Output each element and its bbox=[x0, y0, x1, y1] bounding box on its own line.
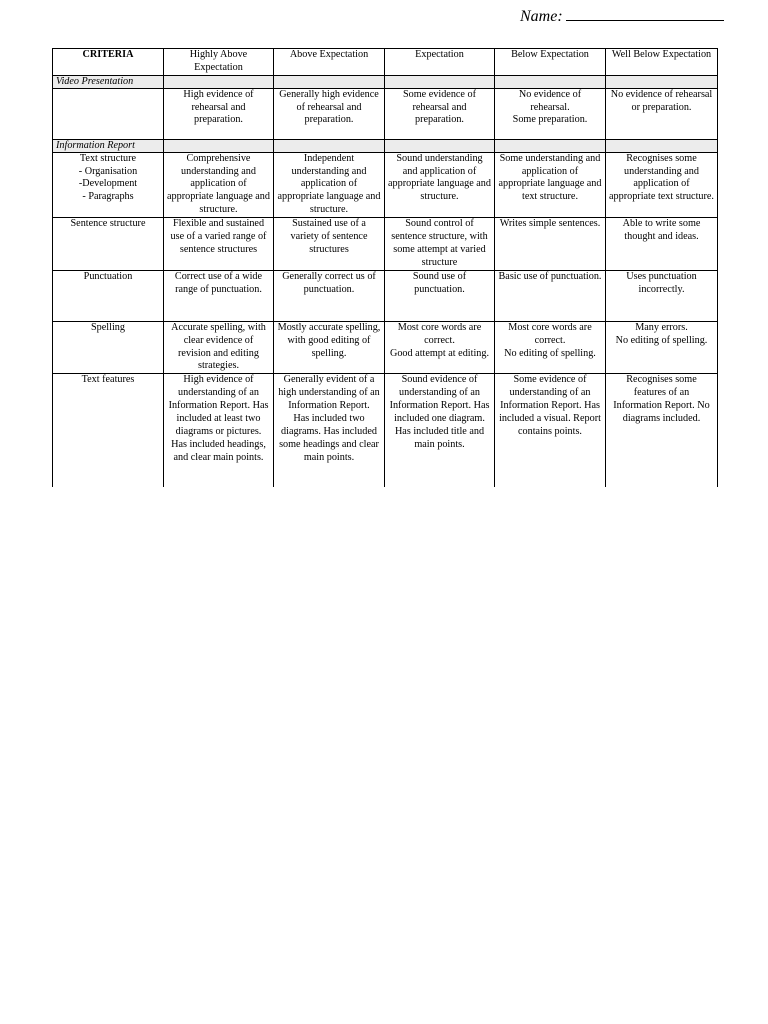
section-cell bbox=[495, 139, 606, 152]
section-cell bbox=[274, 139, 385, 152]
column-header: Highly Above Expectation bbox=[164, 49, 274, 76]
section-cell bbox=[164, 139, 274, 152]
rubric-cell: Some evidence of rehearsal and preparation. bbox=[385, 88, 495, 139]
rubric-cell: Some evidence of understanding of an Information Report. Has included a visual. Report contains points. bbox=[495, 374, 606, 488]
section-title: Information Report bbox=[53, 139, 164, 152]
section-title: Video Presentation bbox=[53, 75, 164, 88]
column-header: Expectation bbox=[385, 49, 495, 76]
name-field bbox=[520, 7, 724, 26]
rubric-cell: Recognises some features of an Information Report. No diagrams included. bbox=[606, 374, 718, 488]
rubric-cell: Sustained use of a variety of sentence structures bbox=[274, 218, 385, 271]
rubric-cell: Correct use of a wide range of punctuation. bbox=[164, 270, 274, 321]
column-header: Well Below Expectation bbox=[606, 49, 718, 76]
table-row bbox=[53, 321, 718, 374]
rubric-cell: Basic use of punctuation. bbox=[495, 270, 606, 321]
rubric-cell: Many errors. No editing of spelling. bbox=[606, 321, 718, 374]
rubric-cell: No evidence of rehearsal. Some preparation. bbox=[495, 88, 606, 139]
criteria-cell: Spelling bbox=[53, 321, 164, 374]
section-cell bbox=[606, 75, 718, 88]
criteria-cell bbox=[53, 88, 164, 139]
rubric-cell: Sound use of punctuation. bbox=[385, 270, 495, 321]
section-row-info-report bbox=[53, 139, 718, 152]
rubric-cell: Sound understanding and application of appropriate language and structure. bbox=[385, 152, 495, 218]
rubric-cell: Recognises some understanding and application of appropriate text structure. bbox=[606, 152, 718, 218]
criteria-cell: Text structure - Organisation -Development - Paragraphs bbox=[53, 152, 164, 218]
column-header: Above Expectation bbox=[274, 49, 385, 76]
column-header: CRITERIA bbox=[53, 49, 164, 76]
rubric-cell: Generally correct us of punctuation. bbox=[274, 270, 385, 321]
table-row bbox=[53, 218, 718, 271]
rubric-cell: Flexible and sustained use of a varied range of sentence structures bbox=[164, 218, 274, 271]
section-row-video bbox=[53, 75, 718, 88]
rubric-cell: Writes simple sentences. bbox=[495, 218, 606, 271]
criteria-cell: Punctuation bbox=[53, 270, 164, 321]
name-blank-line[interactable] bbox=[566, 7, 724, 21]
rubric-cell: Uses punctuation incorrectly. bbox=[606, 270, 718, 321]
rubric-cell: Sound evidence of understanding of an Information Report. Has included one diagram. Has included title and main points. bbox=[385, 374, 495, 488]
table-header-row bbox=[53, 49, 718, 76]
table-row bbox=[53, 374, 718, 488]
column-header: Below Expectation bbox=[495, 49, 606, 76]
rubric-cell: Sound control of sentence structure, with some attempt at varied structure bbox=[385, 218, 495, 271]
section-cell bbox=[385, 75, 495, 88]
rubric-cell: Most core words are correct. Good attempt at editing. bbox=[385, 321, 495, 374]
rubric-cell: Comprehensive understanding and application of appropriate language and structure. bbox=[164, 152, 274, 218]
table-row bbox=[53, 270, 718, 321]
rubric-cell: Independent understanding and application of appropriate language and structure. bbox=[274, 152, 385, 218]
criteria-cell: Sentence structure bbox=[53, 218, 164, 271]
rubric-cell: High evidence of rehearsal and preparation. bbox=[164, 88, 274, 139]
section-cell bbox=[606, 139, 718, 152]
rubric-cell: No evidence of rehearsal or preparation. bbox=[606, 88, 718, 139]
rubric-cell: Mostly accurate spelling, with good editing of spelling. bbox=[274, 321, 385, 374]
section-cell bbox=[495, 75, 606, 88]
rubric-cell: Some understanding and application of appropriate language and text structure. bbox=[495, 152, 606, 218]
criteria-cell: Text features bbox=[53, 374, 164, 488]
rubric-cell: Able to write some thought and ideas. bbox=[606, 218, 718, 271]
section-cell bbox=[274, 75, 385, 88]
rubric-cell: Generally evident of a high understanding of an Information Report. Has included two diagrams. Has included some headings and clear main points. bbox=[274, 374, 385, 488]
rubric-cell: Most core words are correct. No editing of spelling. bbox=[495, 321, 606, 374]
rubric-table bbox=[52, 48, 718, 487]
table-row bbox=[53, 88, 718, 139]
rubric-cell: Accurate spelling, with clear evidence of revision and editing strategies. bbox=[164, 321, 274, 374]
section-cell bbox=[385, 139, 495, 152]
name-label: Name: bbox=[520, 8, 563, 25]
rubric-cell: High evidence of understanding of an Information Report. Has included at least two diagrams or pictures. Has included headings, and clear main points. bbox=[164, 374, 274, 488]
table-row bbox=[53, 152, 718, 218]
rubric-cell: Generally high evidence of rehearsal and preparation. bbox=[274, 88, 385, 139]
section-cell bbox=[164, 75, 274, 88]
